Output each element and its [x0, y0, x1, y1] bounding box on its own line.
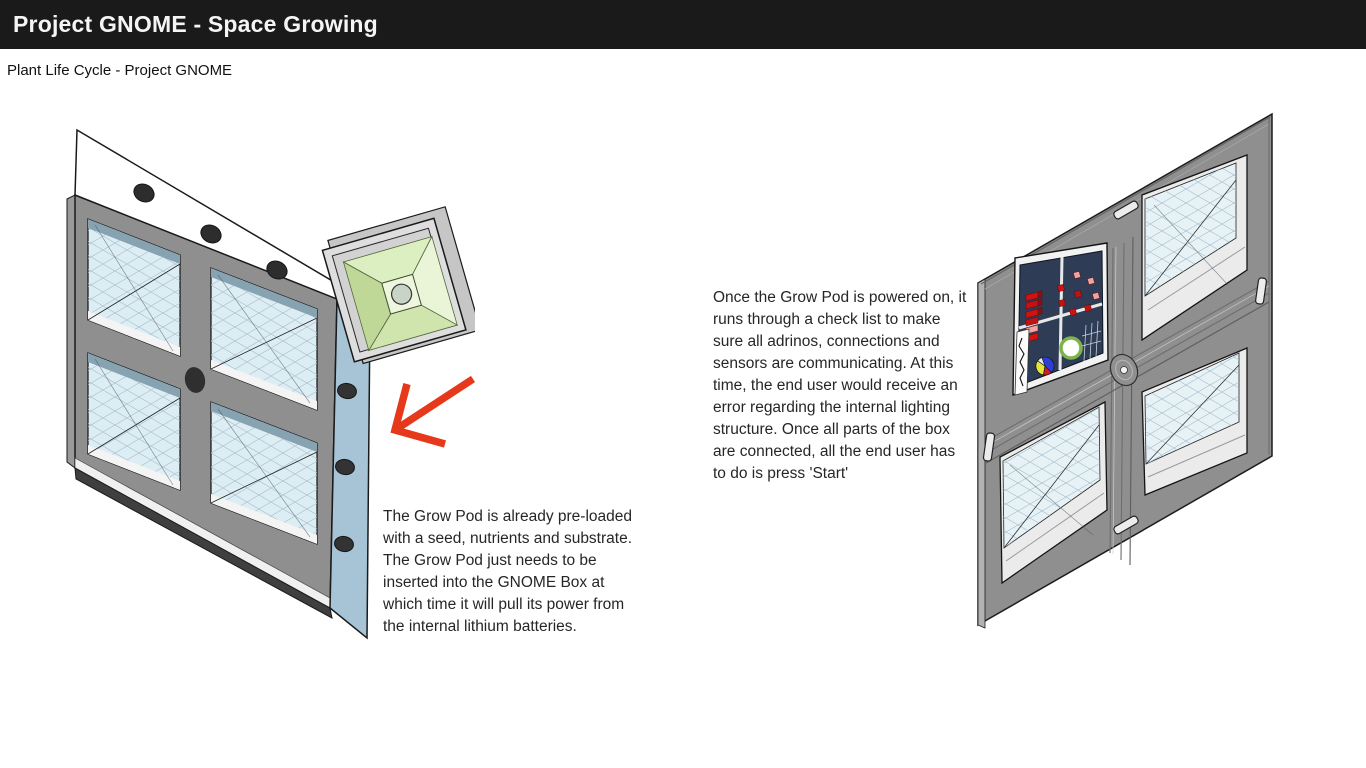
- annotation-line: are connected, all the end user has: [713, 443, 956, 460]
- pie-chart-indicator: [1036, 357, 1054, 375]
- annotation-line: runs through a check list to make: [713, 311, 941, 328]
- annotation-line: with a seed, nutrients and substrate.: [383, 530, 633, 547]
- app-title: Project GNOME - Space Growing: [13, 11, 378, 37]
- annotation-line: to do is press 'Start': [713, 465, 849, 482]
- page-subtitle: Plant Life Cycle - Project GNOME: [7, 62, 233, 79]
- annotation-line: time, the end user would receive an: [713, 377, 958, 394]
- gnome-box-panel-figure: [958, 105, 1278, 635]
- annotation-line: inserted into the GNOME Box at: [383, 574, 605, 591]
- annotation-line: the internal lithium batteries.: [383, 618, 577, 635]
- annotation-line: error regarding the internal lighting: [713, 399, 950, 416]
- annotation-line: which time it will pull its power from: [383, 596, 625, 613]
- header-bar: [0, 0, 1366, 49]
- red-arrow-icon: [395, 379, 473, 444]
- annotation-line: sure all adrinos, connections and: [713, 333, 940, 350]
- power-on-annotation: [713, 287, 977, 485]
- annotation-line: The Grow Pod just needs to be: [383, 552, 597, 569]
- waveform-strip: [1015, 329, 1029, 395]
- annotation-line: The Grow Pod is already pre-loaded: [383, 508, 632, 525]
- annotation-line: structure. Once all parts of the box: [713, 421, 950, 438]
- annotation-line: Once the Grow Pod is powered on, it: [713, 289, 967, 306]
- gnome-box-body: [67, 130, 373, 638]
- ring-indicator: [1061, 338, 1081, 358]
- annotation-line: sensors are communicating. At this: [713, 355, 954, 372]
- grow-pod-annotation: [383, 506, 645, 638]
